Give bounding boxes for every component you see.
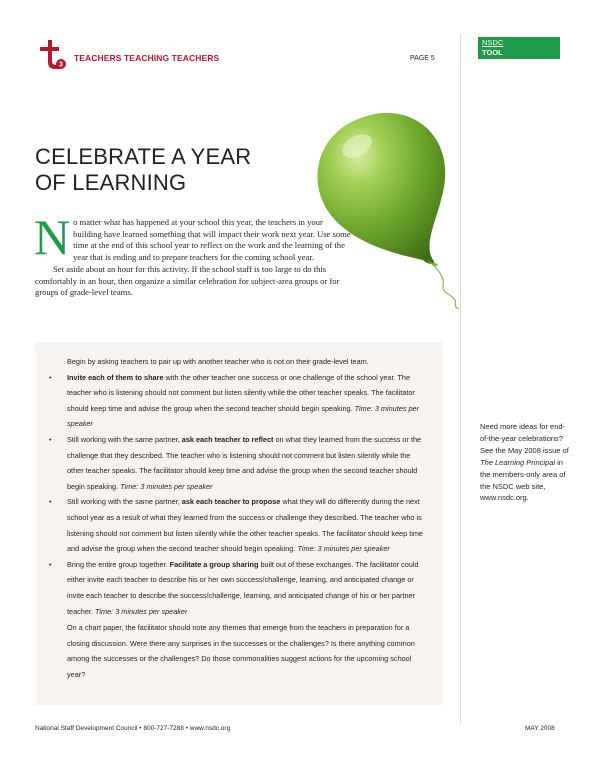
title-line-2: OF LEARNING [35,170,187,195]
activity-lead: Begin by asking teachers to pair up with another teacher who is not on their grade-level team. [67,357,369,366]
drop-cap: N [34,209,71,265]
page-title [35,144,251,196]
publication-brand: TEACHERS TEACHING TEACHERS [74,53,220,63]
activity-step: • Still working with the same partner, ask each teacher to reflect on what they learned from the success or the challenge that they described. The teacher who is listening should not comment but listen silently while the other teacher speaks. The facilitator should keep time and advise the group when the second teacher should begin speaking. Time: 3 minutes per speaker [67,432,427,494]
t3-logo [37,37,69,71]
tag-nsdc[interactable]: NSDC [482,38,504,47]
intro-paragraph-1: No matter what has happened at your school this year, the teachers in your building have learned something that will impact their work next year. Use some time at the end of this school year to reflect on the work and the learning of the year that is ending and to prepare teachers for the coming school year. [34,209,351,265]
publication-title: The Learning Principal [480,457,556,467]
bullet-icon: • [49,497,52,507]
intro-text [34,209,351,299]
activity-box [35,342,443,705]
title-line-1: CELEBRATE A YEAR [35,144,252,169]
activity-step: • Bring the entire group together. Facilitate a group sharing built out of these exchanges. The facilitator could either invite each teacher to describe his or her own success/challenge, learning, and anticipated change or invite each teacher to describe the success/challenge, learning, and anticipated change of his or her partner teacher. Time: 3 minutes per speaker [67,557,427,619]
activity-step: • Still working with the same partner, ask each teacher to propose what they will do differently during the next school year as a result of what they learned from the success or challenge they described. The teacher who is listening should not comment but listen silently while the other teacher speaks. The facilitator should keep time and advise the group when the second teacher should begin speaking. Time: 3 minutes per speaker [67,494,427,556]
bullet-icon: • [49,372,52,382]
bullet-icon: • [49,434,52,444]
footer-contact: National Staff Development Council • 800-727-7288 • www.nsdc.org [35,725,231,732]
sidebar-note: Need more ideas for end-of-the-year celebrations? See the May 2008 issue of The Learning Principal in the members-only area of the NSDC web site, www.nsdc.org. [480,422,569,503]
activity-step: • Invite each of them to share with the other teacher one success or one challenge of the school year. The teacher who is listening should not comment but listen silently while the other teacher speaks. The facilitator should keep time and advise the group when the second teacher should begin speaking. Time: 3 minutes per speaker [67,370,427,432]
activity-closing: On a chart paper, the facilitator should note any themes that emerge from the teachers in preparation for a closing discussion. Were there any surprises in the successes or the challenges? Is there anything common among the successes or the challenges? Do those commonalities suggest actions for the upcoming school year? [67,623,415,679]
intro-paragraph-2: Set aside about an hour for this activity. If the school staff is too large to do this comfortably in an hour, then organize a similar celebration for subject-area groups or for groups of grade-level teams. [35,263,340,298]
activity-steps [49,370,427,620]
logo-label: 3 [59,61,63,69]
bullet-icon: • [49,559,52,569]
page-number: PAGE 5 [410,55,435,62]
footer-date: MAY 2008 [525,725,555,732]
tag-tool: TOOL [482,48,503,57]
nsdc-tool-tag [478,37,560,59]
